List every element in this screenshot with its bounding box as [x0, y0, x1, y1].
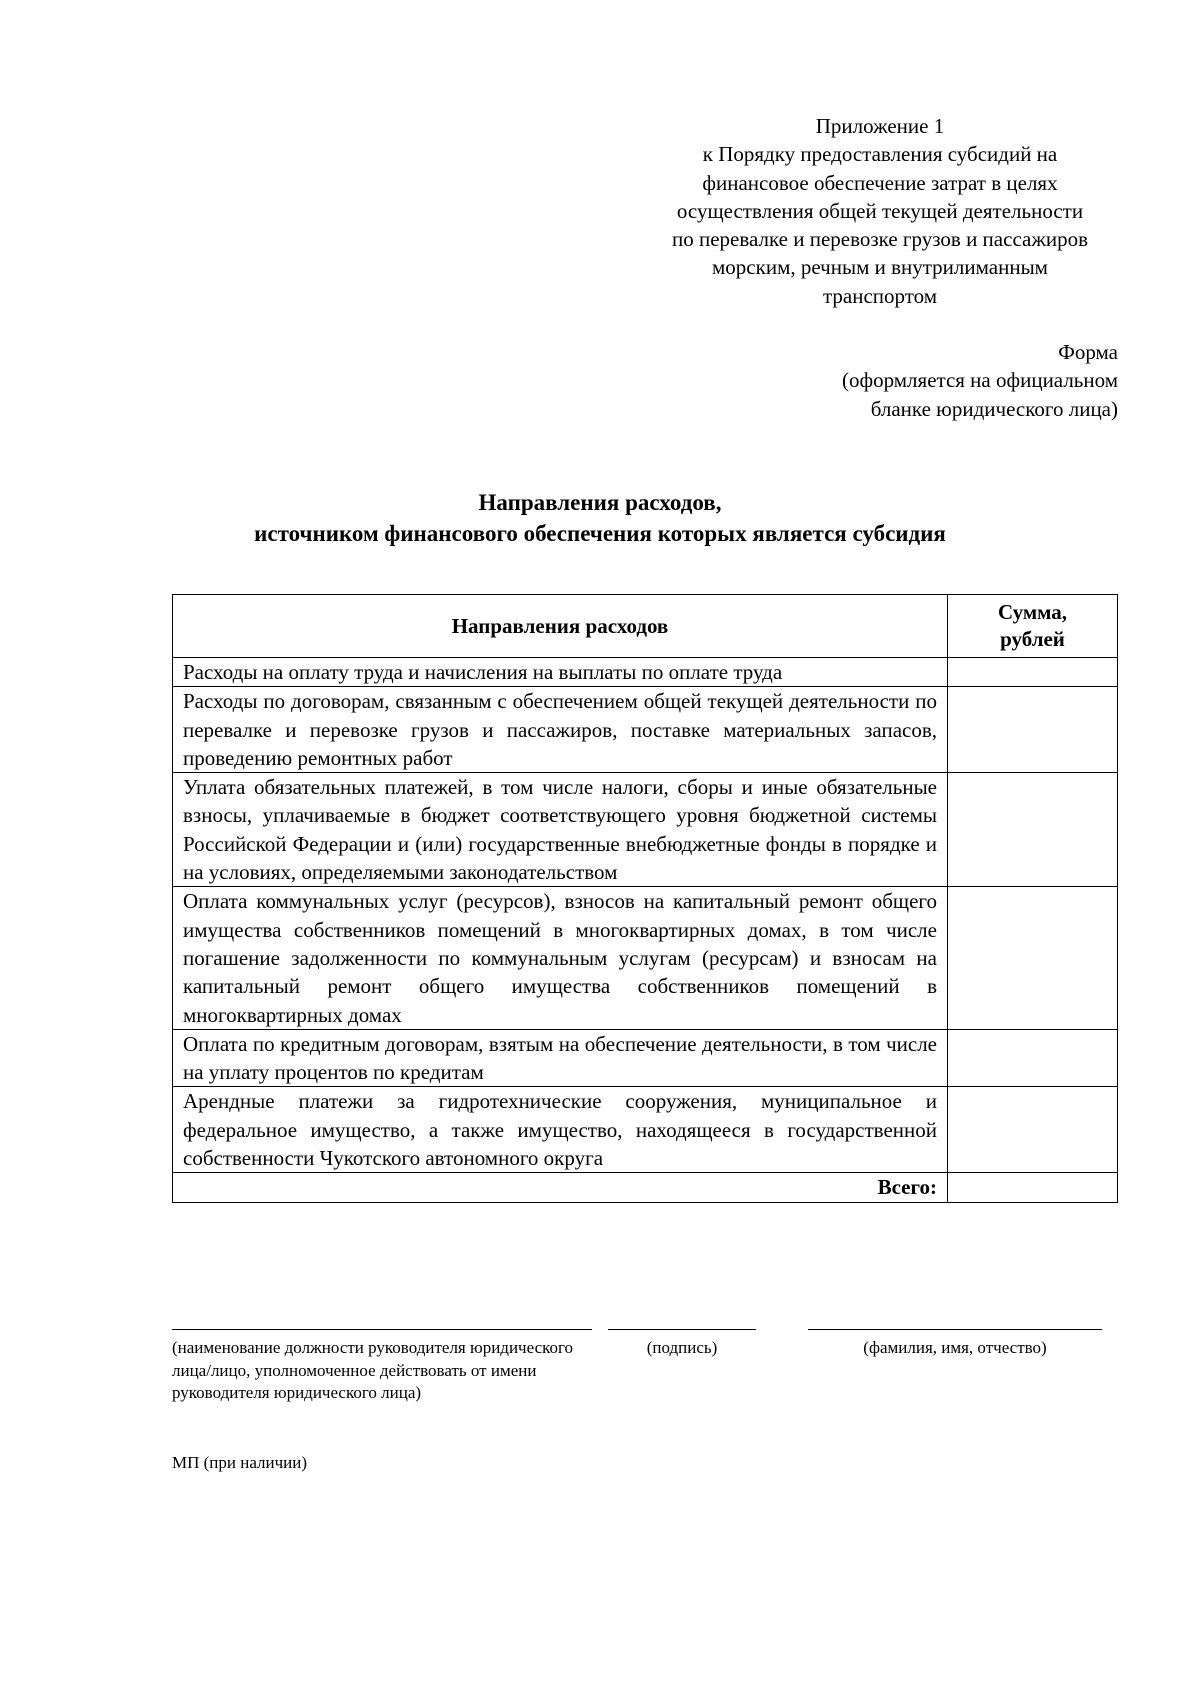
row-description: Уплата обязательных платежей, в том числе налоги, сборы и иные обязательные взносы, уплачиваемые в бюджет соответствующего уровня бюджетной системы Российской Федерации и (или) государственные внебюджетные фонды в порядке и на условиях, определяемыми законодательством — [173, 773, 948, 887]
total-label: Всего: — [173, 1173, 948, 1202]
row-sum[interactable] — [948, 1087, 1118, 1173]
full-name-signature-line[interactable] — [808, 1329, 1102, 1330]
stamp-place: МП (при наличии) — [172, 1453, 308, 1472]
table-row — [173, 687, 1118, 773]
form-note-line: (оформляется на официальном — [841, 368, 1118, 393]
appendix-line: к Порядку предоставления субсидий на — [702, 142, 1058, 167]
row-sum[interactable] — [948, 687, 1118, 773]
row-description: Оплата коммунальных услуг (ресурсов), взносов на капитальный ремонт общего имущества собственников помещений в многоквартирных домах, в том числе погашение задолженности по коммунальным услугам (ресурсам) и взносам на капитальный ремонт общего имущества собственников помещений в многоквартирных домах — [173, 887, 948, 1029]
header-direction: Направления расходов — [173, 595, 948, 658]
title-line-2: источником финансового обеспечения которых является субсидия — [254, 521, 946, 546]
table-total-row — [173, 1173, 1118, 1202]
total-value[interactable] — [948, 1173, 1118, 1202]
row-description: Оплата по кредитным договорам, взятым на обеспечение деятельности, в том числе на уплату процентов по кредитам — [173, 1029, 948, 1087]
appendix-header — [600, 112, 1160, 310]
appendix-line: по перевалке и перевозке грузов и пассажиров — [671, 227, 1089, 252]
form-note-line: бланке юридического лица) — [870, 396, 1118, 421]
expenses-table — [172, 594, 1118, 1203]
appendix-line: морским, речным и внутрилиманным — [712, 255, 1048, 280]
appendix-line: транспортом — [822, 283, 938, 308]
table-row — [173, 773, 1118, 887]
row-description: Арендные платежи за гидротехнические сооружения, муниципальное и федеральное имущество, а также имущество, находящееся в государственной собственности Чукотского автономного округа — [173, 1087, 948, 1173]
appendix-line: Приложение 1 — [815, 114, 945, 138]
form-note — [842, 338, 1118, 423]
row-sum[interactable] — [948, 773, 1118, 887]
position-signature-line[interactable] — [172, 1329, 592, 1330]
header-sum-line-2: рублей — [1000, 627, 1065, 651]
row-sum[interactable] — [948, 887, 1118, 1029]
row-description: Расходы по договорам, связанным с обеспечением общей текущей деятельности по перевалке и перевозке грузов и пассажиров, поставке материальных запасов, проведению ремонтных работ — [173, 687, 948, 773]
full-name-caption: (фамилия, имя, отчество) — [863, 1338, 1047, 1357]
appendix-line: финансовое обеспечение затрат в целях — [702, 170, 1058, 195]
row-description: Расходы на оплату труда и начисления на выплаты по оплате труда — [173, 658, 948, 687]
header-sum — [948, 595, 1118, 658]
signature-line[interactable] — [608, 1329, 756, 1330]
form-note-line: Форма — [1058, 340, 1118, 364]
table-row — [173, 658, 1118, 687]
table-row — [173, 1029, 1118, 1087]
row-sum[interactable] — [948, 658, 1118, 687]
position-caption: (наименование должности руководителя юридического лица/лицо, уполномоченное действовать от имени руководителя юридического лица) — [172, 1338, 574, 1402]
table-header-row — [173, 595, 1118, 658]
document-title — [0, 487, 1200, 549]
header-sum-line-1: Сумма, — [997, 600, 1068, 624]
table-row — [173, 887, 1118, 1029]
signature-caption: (подпись) — [646, 1338, 718, 1357]
table-row — [173, 1087, 1118, 1173]
appendix-line: осуществления общей текущей деятельности — [676, 198, 1084, 223]
title-line-1: Направления расходов, — [478, 490, 722, 515]
row-sum[interactable] — [948, 1029, 1118, 1087]
